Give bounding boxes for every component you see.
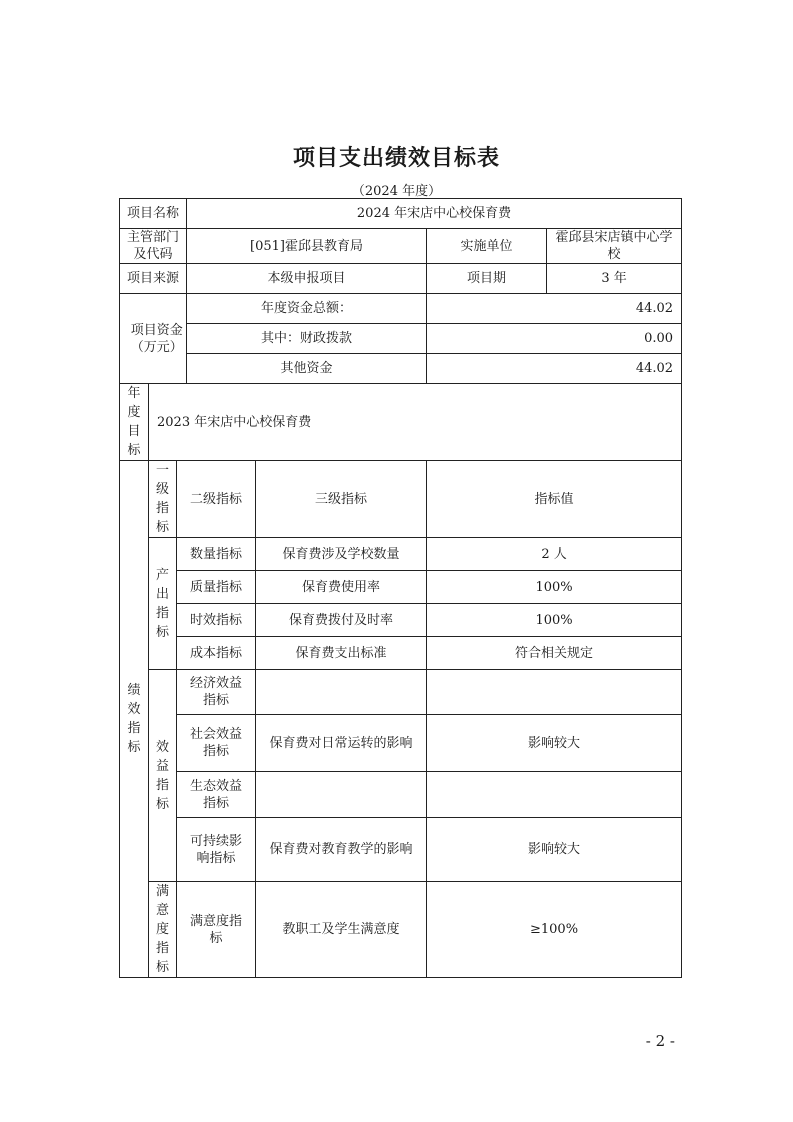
table-row bbox=[120, 772, 682, 818]
page-number: - 2 - bbox=[645, 1032, 675, 1050]
satisfaction-level2: 满意度指标 bbox=[177, 882, 256, 978]
table-row bbox=[120, 199, 682, 229]
satisfaction-label: 满意度指标 bbox=[149, 882, 177, 978]
table-row bbox=[120, 637, 682, 670]
table-row bbox=[120, 882, 682, 978]
table-row bbox=[120, 538, 682, 571]
header-value: 指标值 bbox=[427, 461, 682, 538]
source-value: 本级申报项目 bbox=[187, 264, 427, 294]
funds-total-label: 年度资金总额： bbox=[187, 294, 427, 324]
benefit-value: 影响较大 bbox=[427, 715, 682, 772]
benefit-level2: 社会效益指标 bbox=[177, 715, 256, 772]
output-level3: 保育费涉及学校数量 bbox=[256, 538, 427, 571]
benefit-level3: 保育费对教育教学的影响 bbox=[256, 818, 427, 882]
output-level2: 成本指标 bbox=[177, 637, 256, 670]
benefit-value bbox=[427, 670, 682, 715]
output-level3: 保育费使用率 bbox=[256, 571, 427, 604]
table-row bbox=[120, 229, 682, 264]
table-row bbox=[120, 604, 682, 637]
benefit-level3: 保育费对日常运转的影响 bbox=[256, 715, 427, 772]
output-value: 2 人 bbox=[427, 538, 682, 571]
project-name-value: 2024 年宋店中心校保育费 bbox=[187, 199, 682, 229]
table-row bbox=[120, 324, 682, 354]
benefit-value bbox=[427, 772, 682, 818]
impl-unit-value: 霍邱县宋店镇中心学校 bbox=[547, 229, 682, 264]
benefit-level2: 可持续影响指标 bbox=[177, 818, 256, 882]
annual-goal-value: 2023 年宋店中心校保育费 bbox=[149, 384, 682, 461]
performance-target-table bbox=[119, 198, 682, 978]
satisfaction-value: ≥100% bbox=[427, 882, 682, 978]
funds-label: 项目资金（万元） bbox=[120, 294, 187, 384]
benefit-level3 bbox=[256, 772, 427, 818]
header-level3: 三级指标 bbox=[256, 461, 427, 538]
benefit-level2: 生态效益指标 bbox=[177, 772, 256, 818]
funds-total-value: 44.02 bbox=[427, 294, 682, 324]
output-label: 产出指标 bbox=[149, 538, 177, 670]
satisfaction-level3: 教职工及学生满意度 bbox=[256, 882, 427, 978]
output-value: 100% bbox=[427, 604, 682, 637]
table-row bbox=[120, 818, 682, 882]
funds-other-label: 其他资金 bbox=[187, 354, 427, 384]
annual-goal-label: 年度目标 bbox=[120, 384, 149, 461]
funds-other-value: 44.02 bbox=[427, 354, 682, 384]
output-level2: 数量指标 bbox=[177, 538, 256, 571]
output-level2: 质量指标 bbox=[177, 571, 256, 604]
dept-label: 主管部门及代码 bbox=[120, 229, 187, 264]
impl-unit-label: 实施单位 bbox=[427, 229, 547, 264]
table-row bbox=[120, 384, 682, 461]
page-subtitle: （2024 年度） bbox=[351, 184, 442, 199]
header-level1: 一级指标 bbox=[149, 461, 177, 538]
benefit-label: 效益指标 bbox=[149, 670, 177, 882]
output-value: 符合相关规定 bbox=[427, 637, 682, 670]
benefit-value: 影响较大 bbox=[427, 818, 682, 882]
project-name-label: 项目名称 bbox=[120, 199, 187, 229]
output-level3: 保育费支出标准 bbox=[256, 637, 427, 670]
source-label: 项目来源 bbox=[120, 264, 187, 294]
header-level2: 二级指标 bbox=[177, 461, 256, 538]
output-level3: 保育费拨付及时率 bbox=[256, 604, 427, 637]
table-row bbox=[120, 670, 682, 715]
funds-fiscal-value: 0.00 bbox=[427, 324, 682, 354]
output-level2: 时效指标 bbox=[177, 604, 256, 637]
table-row bbox=[120, 715, 682, 772]
page-title: 项目支出绩效目标表 bbox=[292, 146, 500, 171]
benefit-level3 bbox=[256, 670, 427, 715]
period-label: 项目期 bbox=[427, 264, 547, 294]
period-value: 3 年 bbox=[547, 264, 682, 294]
dept-value: [051]霍邱县教育局 bbox=[187, 229, 427, 264]
benefit-level2: 经济效益指标 bbox=[177, 670, 256, 715]
table-row bbox=[120, 571, 682, 604]
funds-fiscal-label: 其中：财政拨款 bbox=[187, 324, 427, 354]
table-row bbox=[120, 354, 682, 384]
output-value: 100% bbox=[427, 571, 682, 604]
table-row bbox=[120, 294, 682, 324]
table-row bbox=[120, 461, 682, 538]
performance-label: 绩效指标 bbox=[120, 461, 149, 978]
table-row bbox=[120, 264, 682, 294]
